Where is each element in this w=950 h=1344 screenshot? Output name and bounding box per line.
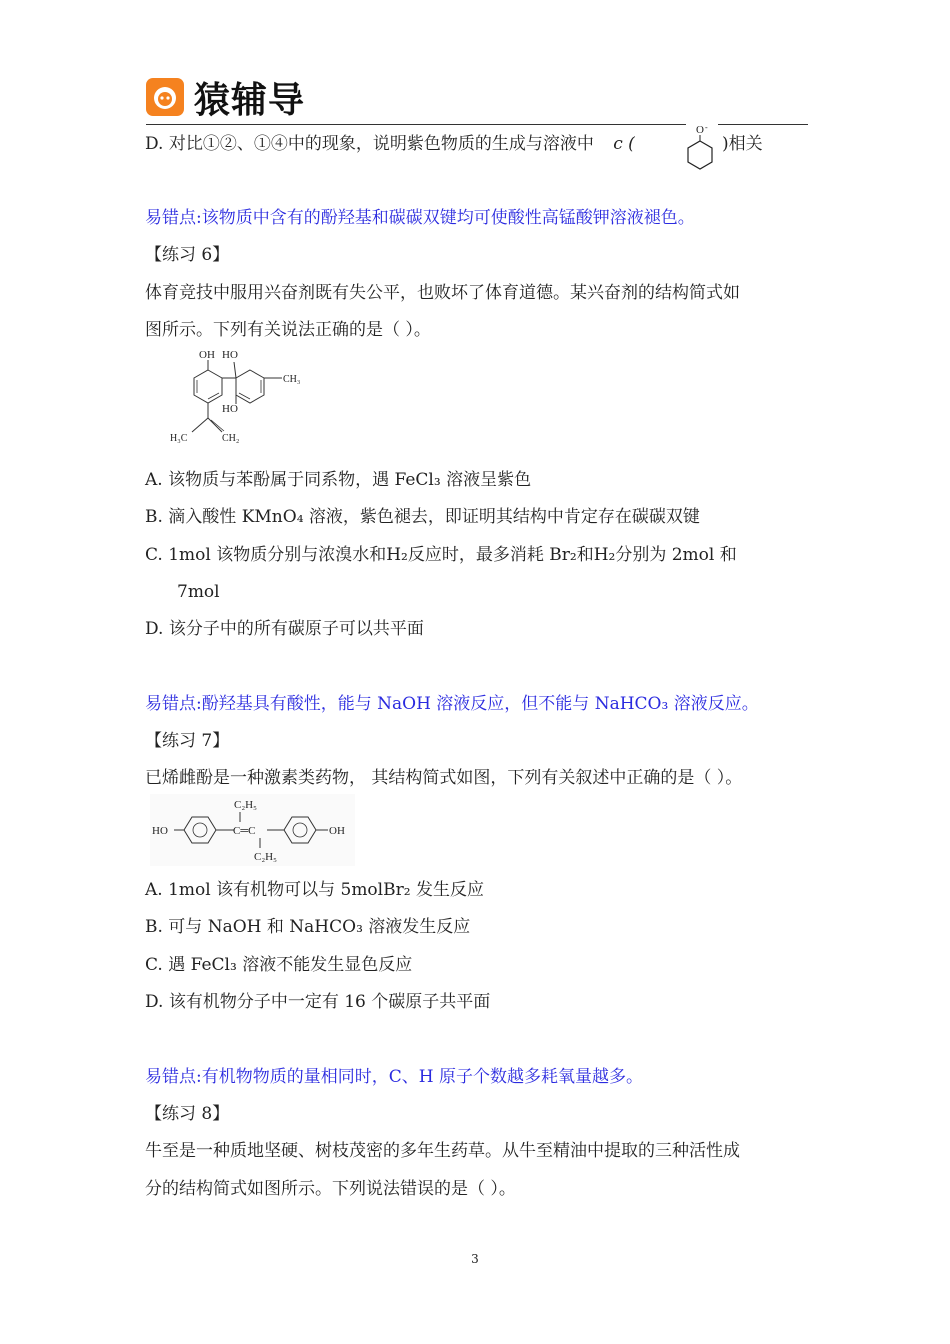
exercise-7-structure [150, 794, 355, 866]
header-rule-left [146, 124, 686, 125]
fig6-oh-1: OH [199, 349, 215, 361]
tip-2: 易错点:酚羟基具有酸性，能与 NaOH 溶液反应，但不能与 NaHCO₃ 溶液反应。 [145, 694, 759, 714]
exercise-7-option-c: C. 遇 FeCl₃ 溶液不能发生显色反应 [145, 955, 413, 975]
exercise-8-question-line-1: 牛至是一种质地坚硬、树枝茂密的多年生药草。从牛至精油中提取的三种活性成 [145, 1141, 740, 1161]
exercise-7-title: 【练习 7】 [145, 731, 230, 751]
exercise-6-structure [160, 344, 320, 452]
fig7-oh: OH [329, 825, 345, 837]
tip-1: 易错点:该物质中含有的酚羟基和碳碳双键均可使酸性高锰酸钾溶液褪色。 [145, 208, 695, 228]
fig6-h3c: H₃C [170, 433, 188, 444]
exercise-8-title: 【练习 8】 [145, 1104, 230, 1124]
header-rule-right [718, 124, 808, 125]
prev-option-d [145, 132, 635, 156]
exercise-7-question: 已烯雌酚是一种激素类药物， 其结构简式如图，下列有关叙述中正确的是（ ）。 [145, 768, 743, 788]
prev-option-d-c: c ( [613, 134, 635, 154]
fig6-ho-2: HO [222, 403, 238, 415]
svg-text:-: - [705, 124, 708, 132]
exercise-6-question-line-2: 图所示。下列有关说法正确的是（ ）。 [145, 320, 431, 340]
brand-logo-icon [146, 78, 184, 116]
exercise-6-option-d: D. 该分子中的所有碳原子可以共平面 [145, 619, 424, 639]
exercise-7-option-d: D. 该有机物分子中一定有 16 个碳原子共平面 [145, 992, 491, 1012]
exercise-6-option-b: B. 滴入酸性 KMnO₄ 溶液，紫色褪去，即证明其结构中肯定存在碳碳双键 [145, 507, 700, 527]
fig6-ch2: CH₂ [222, 433, 240, 444]
fig7-c2h5-bottom: C₂H₅ [254, 851, 277, 863]
page-number: 3 [471, 1252, 479, 1266]
exercise-6-question-line-1: 体育竞技中服用兴奋剂既有失公平，也败坏了体育道德。某兴奋剂的结构简式如 [145, 283, 740, 303]
fig7-c2h5-top: C₂H₅ [234, 799, 257, 811]
fig7-ho: HO [152, 825, 168, 837]
exercise-7-option-b: B. 可与 NaOH 和 NaHCO₃ 溶液发生反应 [145, 917, 471, 937]
exercise-6-title: 【练习 6】 [145, 245, 230, 265]
phenoxide-structure-icon [683, 124, 719, 176]
exercise-6-option-c: C. 1mol 该物质分别与浓溴水和H₂反应时，最多消耗 Br₂和H₂分别为 2mol 和 [145, 545, 737, 565]
prev-option-d-end: )相关 [722, 134, 763, 154]
tip-3: 易错点:有机物物质的量相同时，C、H 原子个数越多耗氧量越多。 [145, 1067, 643, 1087]
svg-text:O: O [696, 124, 704, 136]
prev-option-d-text: D. 对比①②、①④中的现象，说明紫色物质的生成与溶液中 [145, 134, 594, 154]
exercise-7-option-a: A. 1mol 该有机物可以与 5molBr₂ 发生反应 [145, 880, 484, 900]
fig6-ho-1: HO [222, 349, 238, 361]
exercise-8-question-line-2: 分的结构简式如图所示。下列说法错误的是（ ）。 [145, 1179, 516, 1199]
exercise-6-option-a: A. 该物质与苯酚属于同系物，遇 FeCl₃ 溶液呈紫色 [145, 470, 532, 490]
fig7-cc: C═C [233, 825, 256, 837]
brand-name: 猿辅导 [194, 80, 306, 121]
exercise-6-option-c-cont: 7mol [177, 582, 220, 602]
fig6-ch3: CH₃ [283, 374, 301, 385]
